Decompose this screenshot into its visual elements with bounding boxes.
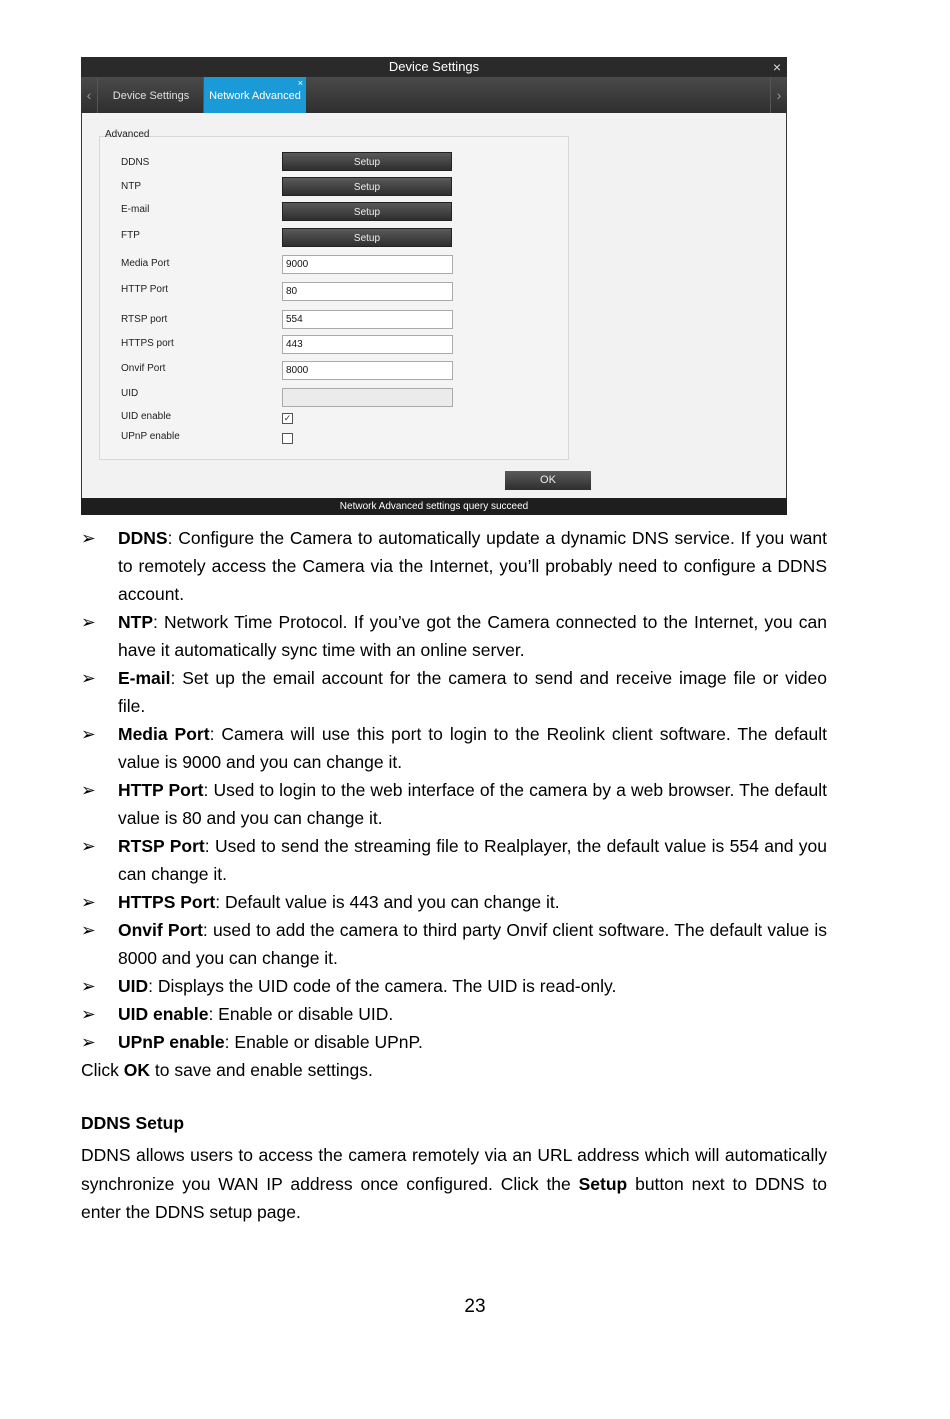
media-port-field[interactable] [282,255,453,274]
ntp-setup-button[interactable]: Setup [282,177,452,196]
chevron-right-icon[interactable]: › [770,77,787,113]
bullet-arrow-icon: ➢ [81,780,96,800]
page-number: 23 [464,1296,486,1317]
https-port-field[interactable] [282,335,453,354]
bullet-ntp [81,608,827,664]
ftp-label: FTP [121,230,140,241]
bullet-arrow-icon: ➢ [81,920,96,940]
ntp-label: NTP [121,181,141,192]
bullet-term: E-mail [118,668,171,688]
bullet-rtsp-port [81,832,827,888]
window-titlebar [81,57,787,77]
ddns-setup-button[interactable]: Setup [282,152,452,171]
ftp-setup-button[interactable]: Setup [282,228,452,247]
uid-label: UID [121,388,139,399]
uid-enable-checkbox[interactable]: ✓ [283,413,292,423]
chevron-left-icon[interactable]: ‹ [81,77,98,113]
bullet-term: DDNS [118,528,168,548]
bullet-upnp-enable [81,1028,827,1056]
bullet-term: Onvif Port [118,920,203,940]
bullet-arrow-icon: ➢ [81,836,96,856]
onvif-port-field[interactable] [282,361,453,380]
bullet-text: : Configure the Camera to automatically update a dynamic DNS service. If you want to remotely access the Camera via the Internet, you’ll probably need to configure a DDNS account. [118,528,827,604]
bullet-arrow-icon: ➢ [81,892,96,912]
bullet-text: : Used to send the streaming file to Realplayer, the default value is 554 and you can change it. [118,836,827,884]
bullet-text: : Enable or disable UPnP. [224,1032,423,1052]
section-heading: DDNS Setup [81,1113,185,1133]
bullet-arrow-icon: ➢ [81,1004,96,1024]
media-port-label: Media Port [121,258,170,269]
bullet-text: : Camera will use this port to login to the Reolink client software. The default value is 9000 and you can change it. [118,724,827,772]
ok-button[interactable]: OK [505,471,591,490]
para-bold: Setup [578,1173,628,1194]
section-paragraph [81,1141,827,1227]
bullet-text: : used to add the camera to third party Onvif client software. The default value is 8000 and you can change it. [118,920,827,968]
onvif-port-label: Onvif Port [121,363,166,374]
ddns-label: DDNS [121,157,150,168]
upnp-enable-checkbox[interactable] [282,433,293,444]
bullet-https-port [81,888,827,916]
para-pre: DDNS allows users to access the camera remotely via an URL address which will automatically synchronize you WAN IP address once configured. Click the [81,1145,827,1194]
bullet-media-port [81,720,827,776]
click-ok-bold: OK [123,1060,151,1080]
https-port-label: HTTPS port [121,338,174,349]
window-title: Device Settings [388,59,480,74]
bullet-text: : Used to login to the web interface of the camera by a web browser. The default value is 80 and you can change it. [118,780,827,828]
bullet-ddns [81,524,827,608]
bullet-arrow-icon: ➢ [81,668,96,688]
tab-network-advanced[interactable] [204,77,306,113]
close-icon[interactable]: × [772,59,781,75]
click-ok-post: to save and enable settings. [150,1060,373,1080]
bullet-arrow-icon: ➢ [81,612,96,632]
bullet-text: : Enable or disable UID. [208,1004,394,1024]
bullet-uid [81,972,827,1000]
bullet-text: : Network Time Protocol. If you’ve got the Camera connected to the Internet, you can have it automatically sync time with an online server. [118,612,827,660]
http-port-field[interactable] [282,282,453,301]
http-port-label: HTTP Port [121,284,169,295]
click-ok-pre: Click [81,1060,124,1080]
status-bar: Network Advanced settings query succeed [81,498,787,515]
bullet-uid-enable [81,1000,827,1028]
advanced-group-label: Advanced [105,129,150,140]
bullet-term: UPnP enable [118,1032,225,1052]
uid-field [282,388,453,407]
bullet-term: Media Port [118,724,210,744]
bullet-term: UID [118,976,149,996]
bullet-arrow-icon: ➢ [81,976,96,996]
email-label: E-mail [121,204,150,215]
tab-close-icon[interactable]: × [297,78,303,88]
upnp-enable-label: UPnP enable [121,431,180,442]
device-settings-window [81,57,787,515]
bullet-text: : Default value is 443 and you can change it. [215,892,560,912]
bullet-text: : Displays the UID code of the camera. The UID is read-only. [148,976,617,996]
bullet-term: RTSP Port [118,836,205,856]
para-post: button next to DDNS to enter the DDNS setup page. [81,1173,827,1222]
bullet-email [81,664,827,720]
tab-device-settings[interactable]: Device Settings [99,77,204,113]
bullet-arrow-icon: ➢ [81,724,96,744]
tab-bar [81,77,787,113]
bullet-term: NTP [118,612,153,632]
tab-network-advanced-label: Network Advanced [209,90,301,102]
bullet-term: UID enable [118,1004,209,1024]
bullet-term: HTTP Port [118,780,204,800]
bullet-arrow-icon: ➢ [81,1032,96,1052]
bullet-arrow-icon: ➢ [81,528,96,548]
bullet-term: HTTPS Port [118,892,216,912]
rtsp-port-field[interactable] [282,310,453,329]
click-ok-instruction [81,1056,827,1084]
email-setup-button[interactable]: Setup [282,202,452,221]
uid-enable-label: UID enable [121,411,172,422]
bullet-text: : Set up the email account for the camera to send and receive image file or video file. [118,668,827,716]
bullet-onvif-port [81,916,827,972]
bullet-http-port [81,776,827,832]
rtsp-port-label: RTSP port [121,314,168,325]
